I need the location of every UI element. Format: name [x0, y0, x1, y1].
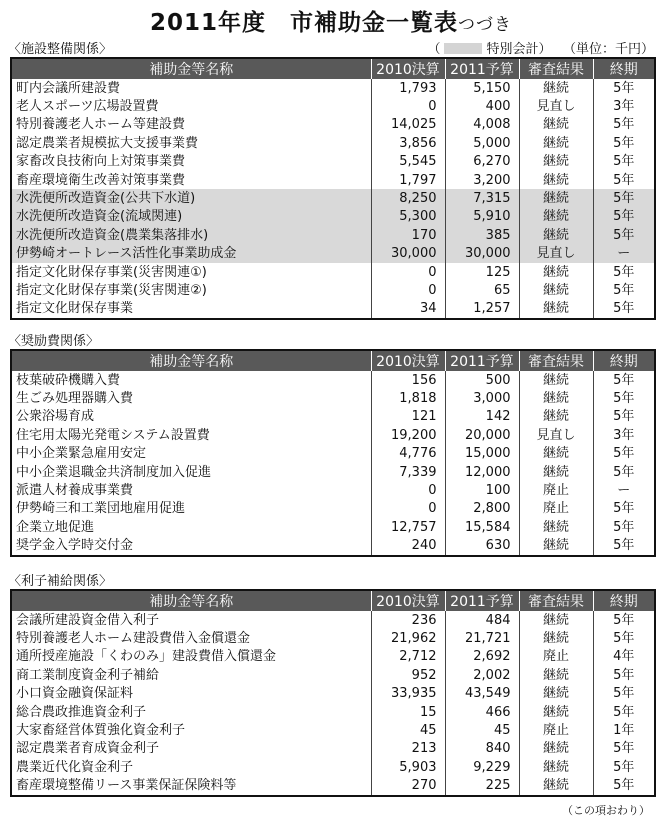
subsidy-name: 家畜改良技術向上対策事業費: [16, 154, 186, 170]
amount-2011: 225: [445, 777, 519, 796]
subsidy-name: 生ごみ処理器購入費: [16, 391, 134, 407]
amount-2010: 156: [371, 371, 445, 389]
end-period: 5年: [593, 189, 655, 207]
amount-2011: 400: [445, 97, 519, 115]
header-result: 審査結果: [519, 350, 593, 371]
subsidy-name: 畜産環境整備リース事業保証保険料等: [16, 778, 237, 794]
table-row: [11, 97, 655, 115]
amount-2011: 45: [445, 721, 519, 739]
subsidy-name: 中小企業退職金共済制度加入促進: [16, 464, 212, 480]
amount-2010: 33,935: [371, 685, 445, 703]
review-result: 廃止: [519, 500, 593, 518]
table-row: [11, 79, 655, 97]
amount-2010: 5,903: [371, 758, 445, 776]
amount-2011: 3,200: [445, 171, 519, 189]
amount-2010: 7,339: [371, 463, 445, 481]
end-period: 1年: [593, 721, 655, 739]
review-result: 継続: [519, 703, 593, 721]
amount-2010: 30,000: [371, 245, 445, 263]
review-result: 継続: [519, 171, 593, 189]
subsidy-name: 指定文化財保存事業(災害関連①): [16, 264, 207, 280]
amount-2010: 15: [371, 703, 445, 721]
end-period: 5年: [593, 153, 655, 171]
table-row: [11, 758, 655, 776]
section-heading-incentives: 〈奨励費関係〉: [8, 334, 100, 349]
end-period: 5年: [593, 208, 655, 226]
end-note: （この項おわり）: [562, 804, 650, 817]
amount-2010: 0: [371, 481, 445, 499]
title-main: 2011年度 市補助金一覧表: [149, 10, 458, 36]
amount-2010: 240: [371, 537, 445, 556]
end-period: 5年: [593, 666, 655, 684]
table-row: [11, 134, 655, 152]
end-period: 3年: [593, 97, 655, 115]
amount-2011: 43,549: [445, 685, 519, 703]
review-result: 継続: [519, 208, 593, 226]
amount-2011: 9,229: [445, 758, 519, 776]
subsidy-name: 水洗便所改造資金(流域関連): [11, 208, 371, 226]
end-period: 5年: [593, 263, 655, 281]
table-row: [11, 445, 655, 463]
amount-2010: 270: [371, 777, 445, 796]
amount-2010: 952: [371, 666, 445, 684]
table-row: [11, 371, 655, 389]
title-suffix: つづき: [458, 15, 512, 35]
amount-2011: 840: [445, 740, 519, 758]
subsidy-name: 大家畜経営体質強化資金利子: [16, 723, 186, 739]
review-result: 継続: [519, 389, 593, 407]
review-result: 継続: [519, 740, 593, 758]
amount-2010: 3,856: [371, 134, 445, 152]
header-2011: 2011予算: [445, 590, 519, 611]
amount-2011: 5,000: [445, 134, 519, 152]
subsidy-name: 伊勢崎オートレース活性化事業助成金: [11, 245, 371, 263]
end-period: 4年: [593, 648, 655, 666]
review-result: 継続: [519, 445, 593, 463]
end-period: 5年: [593, 629, 655, 647]
amount-2011: 125: [445, 263, 519, 281]
header-name: 補助金等名称: [11, 58, 371, 79]
subsidy-name: 水洗便所改造資金(公共下水道): [11, 189, 371, 207]
table-row: [11, 481, 655, 499]
amount-2010: 213: [371, 740, 445, 758]
review-result: 継続: [519, 281, 593, 299]
table-row: [11, 721, 655, 739]
end-period: ー: [593, 481, 655, 499]
subsidy-name: 公衆浴場育成: [16, 409, 95, 425]
amount-2010: 4,776: [371, 445, 445, 463]
amount-2010: 14,025: [371, 116, 445, 134]
subsidy-name: 特別養護老人ホーム等建設費: [16, 117, 186, 133]
amount-2010: 0: [371, 97, 445, 115]
subsidy-name: 奨学金入学時交付金: [16, 538, 134, 554]
table-row: [11, 153, 655, 171]
amount-2011: 2,002: [445, 666, 519, 684]
review-result: 継続: [519, 629, 593, 647]
review-result: 継続: [519, 611, 593, 629]
review-result: 継続: [519, 153, 593, 171]
amount-2011: 5,150: [445, 79, 519, 97]
end-period: 5年: [593, 611, 655, 629]
table-row: [11, 189, 655, 207]
amount-2010: 170: [371, 226, 445, 244]
amount-2011: 21,721: [445, 629, 519, 647]
table-row: [11, 537, 655, 556]
header-result: 審査結果: [519, 590, 593, 611]
review-result: 継続: [519, 666, 593, 684]
amount-2011: 65: [445, 281, 519, 299]
table-row: [11, 408, 655, 426]
table-row: [11, 518, 655, 536]
review-result: 継続: [519, 463, 593, 481]
table-interest: [10, 589, 656, 797]
review-result: 継続: [519, 263, 593, 281]
section-heading-interest: 〈利子補給関係〉: [8, 574, 113, 589]
amount-2011: 2,692: [445, 648, 519, 666]
amount-2010: 5,545: [371, 153, 445, 171]
amount-2010: 0: [371, 500, 445, 518]
subsidy-name: 老人スポーツ広場設置費: [16, 99, 159, 115]
review-result: 継続: [519, 300, 593, 319]
end-period: 5年: [593, 740, 655, 758]
end-period: 5年: [593, 389, 655, 407]
end-period: 5年: [593, 777, 655, 796]
amount-2010: 8,250: [371, 189, 445, 207]
amount-2010: 12,757: [371, 518, 445, 536]
amount-2010: 0: [371, 281, 445, 299]
table-row: [11, 703, 655, 721]
subsidy-name: 中小企業緊急雇用安定: [16, 446, 147, 462]
review-result: 継続: [519, 79, 593, 97]
table-row: [11, 226, 655, 244]
header-2010: 2010決算: [371, 590, 445, 611]
review-result: 継続: [519, 226, 593, 244]
table-facilities: [10, 57, 656, 320]
amount-2011: 4,008: [445, 116, 519, 134]
amount-2011: 3,000: [445, 389, 519, 407]
amount-2011: 1,257: [445, 300, 519, 319]
review-result: 継続: [519, 518, 593, 536]
subsidy-name: 伊勢崎三和工業団地雇用促進: [16, 501, 186, 517]
section-heading-facilities: 〈施設整備関係〉: [8, 42, 113, 57]
end-period: 5年: [593, 226, 655, 244]
review-result: 継続: [519, 134, 593, 152]
end-period: 5年: [593, 171, 655, 189]
subsidy-name: 水洗便所改造資金(農業集落排水): [11, 226, 371, 244]
table-row: [11, 666, 655, 684]
subsidy-name: 指定文化財保存事業: [16, 301, 134, 317]
end-period: 5年: [593, 758, 655, 776]
amount-2011: 7,315: [445, 189, 519, 207]
amount-2010: 1,818: [371, 389, 445, 407]
review-result: 継続: [519, 116, 593, 134]
amount-2010: 2,712: [371, 648, 445, 666]
amount-2010: 34: [371, 300, 445, 319]
amount-2011: 500: [445, 371, 519, 389]
amount-2010: 236: [371, 611, 445, 629]
table-row: [11, 463, 655, 481]
end-period: 5年: [593, 445, 655, 463]
review-result: 継続: [519, 537, 593, 556]
end-period: 5年: [593, 703, 655, 721]
amount-2011: 30,000: [445, 245, 519, 263]
table-row: [11, 208, 655, 226]
table-row: [11, 629, 655, 647]
end-period: 5年: [593, 300, 655, 319]
amount-2010: 1,797: [371, 171, 445, 189]
review-result: 継続: [519, 408, 593, 426]
subsidy-name: 通所授産施設「くわのみ」建設費借入償還金: [16, 649, 277, 665]
table-row: [11, 389, 655, 407]
amount-2011: 15,584: [445, 518, 519, 536]
subsidy-name: 指定文化財保存事業(災害関連②): [16, 282, 207, 298]
review-result: 廃止: [519, 648, 593, 666]
table-header-row: [11, 590, 655, 611]
review-result: 継続: [519, 685, 593, 703]
end-period: 5年: [593, 79, 655, 97]
end-period: 5年: [593, 281, 655, 299]
review-result: 継続: [519, 371, 593, 389]
header-period: 終期: [593, 350, 655, 371]
review-result: 見直し: [519, 245, 593, 263]
end-period: 5年: [593, 371, 655, 389]
end-period: ー: [593, 245, 655, 263]
subsidy-name: 小口資金融資保証料: [16, 686, 134, 702]
amount-2011: 466: [445, 703, 519, 721]
header-2010: 2010決算: [371, 58, 445, 79]
subsidy-name: 畜産環境衛生改善対策事業費: [16, 172, 186, 188]
subsidy-name: 枝葉破砕機購入費: [16, 372, 121, 388]
page-title: [0, 4, 662, 37]
amount-2011: 2,800: [445, 500, 519, 518]
amount-2011: 385: [445, 226, 519, 244]
review-result: 継続: [519, 777, 593, 796]
legend-label: 特別会計）: [486, 42, 552, 57]
end-period: 5年: [593, 463, 655, 481]
header-period: 終期: [593, 590, 655, 611]
table-row: [11, 611, 655, 629]
subsidy-name: 総合農政推進資金利子: [16, 704, 147, 720]
header-2011: 2011予算: [445, 350, 519, 371]
header-name: 補助金等名称: [11, 590, 371, 611]
end-period: 5年: [593, 134, 655, 152]
table-header-row: [11, 58, 655, 79]
table-incentives: [10, 349, 656, 557]
review-result: 継続: [519, 189, 593, 207]
amount-2011: 142: [445, 408, 519, 426]
table-row: [11, 116, 655, 134]
header-2011: 2011予算: [445, 58, 519, 79]
table-row: [11, 300, 655, 319]
special-account-swatch: [444, 43, 482, 54]
table-row: [11, 426, 655, 444]
amount-2010: 5,300: [371, 208, 445, 226]
amount-2010: 1,793: [371, 79, 445, 97]
amount-2011: 20,000: [445, 426, 519, 444]
header-result: 審査結果: [519, 58, 593, 79]
subsidy-name: 認定農業者規模拡大支援事業費: [16, 135, 199, 151]
end-period: 5年: [593, 518, 655, 536]
amount-2010: 45: [371, 721, 445, 739]
table-row: [11, 263, 655, 281]
amount-2010: 121: [371, 408, 445, 426]
subsidy-name: 農業近代化資金利子: [16, 759, 134, 775]
legend-open: （: [427, 42, 441, 57]
end-period: 5年: [593, 500, 655, 518]
header-name: 補助金等名称: [11, 350, 371, 371]
amount-2011: 6,270: [445, 153, 519, 171]
subsidy-name: 企業立地促進: [16, 519, 95, 535]
subsidy-name: 会議所建設資金借入利子: [16, 612, 160, 628]
amount-2011: 630: [445, 537, 519, 556]
unit-note: （単位：千円）: [569, 42, 654, 57]
end-period: 3年: [593, 426, 655, 444]
end-period: 5年: [593, 685, 655, 703]
subsidy-name: 町内会議所建設費: [16, 80, 121, 96]
review-result: 継続: [519, 758, 593, 776]
amount-2011: 100: [445, 481, 519, 499]
amount-2011: 12,000: [445, 463, 519, 481]
subsidy-name: 住宅用太陽光発電システム設置費: [16, 427, 210, 443]
review-result: 廃止: [519, 481, 593, 499]
legend: [427, 38, 654, 57]
table-header-row: [11, 350, 655, 371]
amount-2010: 19,200: [371, 426, 445, 444]
table-row: [11, 171, 655, 189]
amount-2011: 5,910: [445, 208, 519, 226]
table-row: [11, 500, 655, 518]
review-result: 廃止: [519, 721, 593, 739]
subsidy-name: 特別養護老人ホーム建設費借入金償還金: [16, 631, 251, 647]
table-row: [11, 777, 655, 796]
table-row: [11, 740, 655, 758]
review-result: 見直し: [519, 426, 593, 444]
table-row: [11, 685, 655, 703]
amount-2011: 484: [445, 611, 519, 629]
table-row: [11, 281, 655, 299]
header-period: 終期: [593, 58, 655, 79]
table-row: [11, 648, 655, 666]
subsidy-name: 派遣人材養成事業費: [16, 483, 134, 499]
amount-2010: 0: [371, 263, 445, 281]
subsidy-name: 認定農業者育成資金利子: [16, 741, 160, 757]
header-2010: 2010決算: [371, 350, 445, 371]
end-period: 5年: [593, 537, 655, 556]
table-row: [11, 245, 655, 263]
end-period: 5年: [593, 408, 655, 426]
end-period: 5年: [593, 116, 655, 134]
amount-2010: 21,962: [371, 629, 445, 647]
subsidy-name: 商工業制度資金利子補給: [16, 667, 160, 683]
amount-2011: 15,000: [445, 445, 519, 463]
review-result: 見直し: [519, 97, 593, 115]
